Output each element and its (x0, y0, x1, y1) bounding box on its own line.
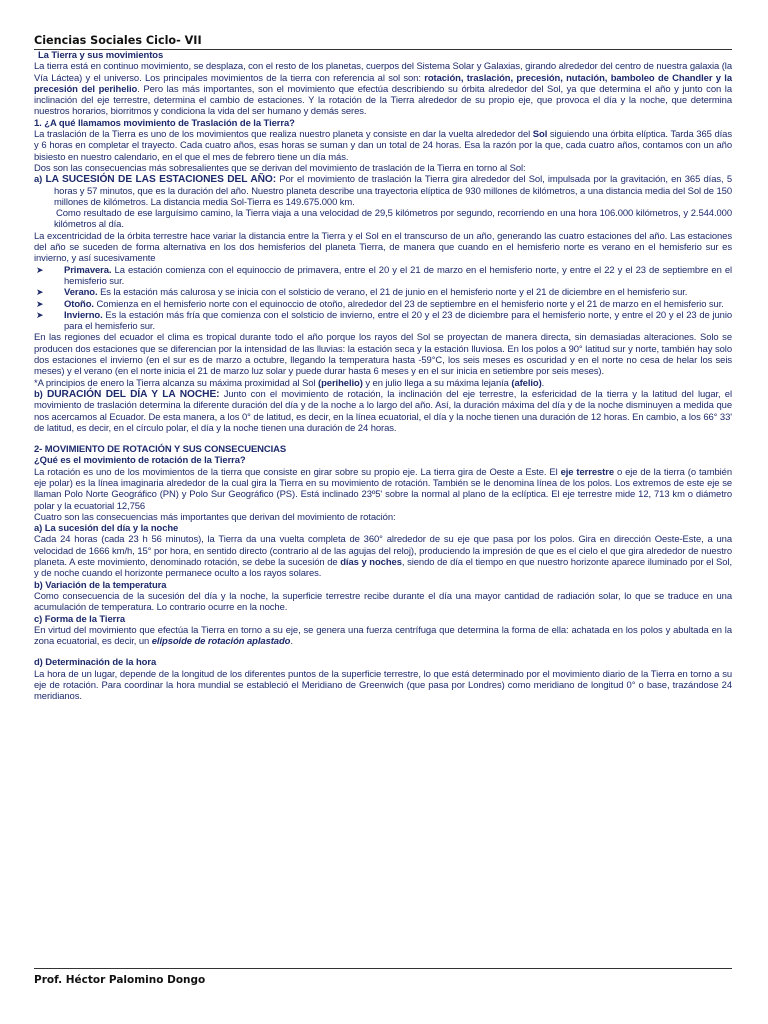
author-name: Prof. Héctor Palomino Dongo (34, 974, 206, 986)
section2-a-paragraph: Cada 24 horas (cada 23 h 56 minutos), la Tierra da una vuelta completa de 360° alrededor de su eje que pasa por los polos. Gira en dirección Oeste-Este, a una velocidad de 1666 km/h, 15° por hora, en sentido directo (contrario al de las agujas del reloj), produciendo la impresión de que es el cielo el que gira alrededor de nuestro planeta. A este movimiento, denominado rotación, se debe la sucesión de días y noches, siendo de día el tiempo en que nuestro horizonte aparece iluminado por el Sol, y de noche cuando el horizonte permanece oculto a los rayos solares. (34, 534, 732, 580)
page-footer (34, 968, 732, 986)
page (34, 32, 732, 703)
spacer (34, 434, 732, 444)
section2-consequences-intro: Cuatro son las consecuencias más importantes que derivan del movimiento de rotación: (34, 511, 396, 523)
perihelion-note: *A principios de enero la Tierra alcanza su máxima proximidad al Sol (perihelio) y en julio llega a su máxima lejanía (afelio). (34, 377, 545, 389)
section1-a-paragraph-2: Como resultado de ese larguísimo camino, la Tierra viaja a una velocidad de 29,5 kilómetros por segundo, recorriendo en una hora 106.000 kilómetros, y 2.544.000 kilómetros al día. (54, 208, 732, 231)
section2-c-paragraph: En virtud del movimiento que efectúa la Tierra en torno a su eje, se genera una fuerza centrífuga que determina la forma de ella: achatada en los polos y abultada en la zona ecuatorial, es decir, un elipsoide de rotación aplastado. (34, 624, 732, 648)
intro-paragraph: La tierra está en continuo movimiento, se desplaza, con el resto de los planetas, cuerpos del Sistema Solar y Galaxias, girando alrededor del centro de nuestra galaxia (la Vía Láctea) y el universo. Los principales movimientos de la tierra con referencia al sol son: rotación, traslación, precesión, nutación, bamboleo de Chandler y la precesión del perihelio. Pero las más importantes, son el movimiento que efectúa describiendo su órbita alrededor del Sol, ya que determina el año y junto con la inclinación del eje terrestre, determina el cambio de estaciones. Y la rotación de la Tierra alrededor de su propio eje, que provoca el día y la noche, que determina nuestros horarios, biorritmos y condiciona la vida del ser humano y demás seres. (34, 61, 732, 118)
section2-d-paragraph: La hora de un lugar, depende de la longitud de los diferentes puntos de la superficie terrestre, lo que está determinado por el movimiento diario de la Tierra en torno a su eje de rotación. Para coordinar la hora mundial se estableció el Meridiano de Greenwich (que pasa por Londres) como meridiano de longitud 0° o base, trazándose 24 meridianos. (34, 668, 732, 703)
section2-subtitle: ¿Qué es el movimiento de rotación de la Tierra? (34, 455, 246, 467)
list-item: ➤ Otoño. Comienza en el hemisferio norte con el equinoccio de otoño, alrededor del 23 de septiembre en el hemisferio norte y el 21 de marzo en el hemisferio sur. (36, 298, 724, 310)
section2-title: 2- MOVIMIENTO DE ROTACIÓN Y SUS CONSECUENCIAS (34, 444, 287, 456)
section2-b-paragraph: Como consecuencia de la sucesión del día y la noche, la superficie terrestre recibe durante el día una mayor cantidad de radiación solar, lo que se traduce en una acumulación de temperatura. Lo contrario ocurre en la noche. (34, 590, 732, 614)
eccentricity-paragraph: La excentricidad de la órbita terrestre hace variar la distancia entre la Tierra y el Sol en el transcurso de un año, generando las cuatro estaciones del año. Las estaciones del año se suceden de forma alternativa en los dos hemisferios del planeta Tierra, de manera que cuando en el hemisferio norte es verano en el hemisferio sur es invierno, y así sucesivamente (34, 230, 732, 265)
arrow-bullet-icon: ➤ (36, 264, 44, 275)
spacer (34, 647, 732, 657)
arrow-bullet-icon: ➤ (36, 309, 44, 320)
section2-b-title: b) Variación de la temperatura (34, 579, 167, 591)
arrow-bullet-icon: ➤ (36, 287, 44, 298)
seasons-list (34, 265, 732, 333)
section2-paragraph: La rotación es uno de los movimientos de la tierra que consiste en girar sobre su propio eje. La tierra gira de Oeste a Este. El eje terrestre o eje de la tierra (o también eje polar) es la línea imaginaria alrededor de la cual gira la Tierra en su movimiento de rotación. También se le denomina línea de los polos. Los extremos de este eje se llaman Polo Norte Geográfico (PN) y Polo Sur Geográfico (PS). Está inclinado 23º5' sobre la normal al plano de la eclíptica. El eje terrestre mide 12, 713 km o diámetro polar y la ecuatorial 12,756 (34, 466, 732, 512)
page-header (34, 32, 732, 50)
list-item: ➤ Verano. Es la estación más calurosa y se inicia con el solsticio de verano, el 21 de junio en el hemisferio norte y el 21 de diciembre en el hemisferio sur. (36, 287, 688, 299)
section1-a-paragraph: a) LA SUCESIÓN DE LAS ESTACIONES DEL AÑO: Por el movimiento de traslación la Tierra gira alrededor del Sol, impulsada por la gravitación, en 365 días, 5 horas y 57 minutos, que es la duración del año. Nuestro planeta describe una trayectoria elíptica de 930 millones de kilómetros, a una distancia media del Sol de 150 millones de kilómetros. La distancia media Sol-Tierra es 149.675.000 km. (34, 174, 732, 208)
section1-consequences-intro: Dos son las consecuencias más sobresalientes que se derivan del movimiento de traslación de la Tierra en torno al Sol: (34, 162, 526, 174)
document-body (34, 50, 732, 703)
section2-c-title: c) Forma de la Tierra (34, 613, 125, 625)
list-item: ➤ Invierno. Es la estación más fría que comienza con el solsticio de invierno, entre el 20 y el 23 de diciembre para el hemisferio norte, y entre el 20 y el 23 de junio para el hemisferio sur. (36, 309, 732, 333)
section1-b-paragraph: b) DURACIÓN DEL DÍA Y LA NOCHE: Junto con el movimiento de rotación, la inclinación del eje terrestre, la esfericidad de la tierra y la latitud del lugar, el movimiento de traslación determina la diferente duración del día y de la noche a lo largo del año. Así, la duración máxima del día y de la noche disminuyen a medida que nos acercamos al Ecuador. De esta manera, a los 0° de latitud, es decir, en la línea ecuatorial, el día y la noche tienen una duración de 12 horas. En cambio, a los 66° 33' de latitud, es decir, en el círculo polar, el día y la noche tienen una duración de 24 horas. (34, 388, 732, 434)
list-item: ➤ Primavera. La estación comienza con el equinoccio de primavera, entre el 20 y el 21 de marzo en el hemisferio norte, y entre el 22 y el 23 de septiembre en el hemisferio sur. (36, 264, 732, 287)
arrow-bullet-icon: ➤ (36, 298, 44, 309)
section1-paragraph: La traslación de la Tierra es uno de los movimientos que realiza nuestro planeta y consiste en dar la vuelta alrededor del Sol siguiendo una órbita elíptica. Tarda 365 días y 6 horas en completar el trayecto. Cada cuatro años, esas horas se suman y dan un total de 24 horas. Esa la razón por la que, cada cuatro años, contamos con un año bisiesto en nuestro calendario, en el que el mes de febrero tiene un día más. (34, 129, 732, 163)
intro-title: La Tierra y sus movimientos (38, 50, 164, 61)
section2-d-title: d) Determinación de la hora (34, 657, 157, 669)
equator-poles-paragraph: En las regiones del ecuador el clima es tropical durante todo el año porque los rayos del Sol se proyectan de manera directa, sin demasiadas alteraciones. Solo se producen dos estaciones que se diferencian por la intensidad de las lluvias: la estación seca y la estación lluviosa. En los polos a 90° latitud sur y norte, también hay solo dos estaciones el invierno (en el sur es de marzo a octubre, llegando la temperatura hasta -59°C, los seis meses es oscuridad y en el norte no cesa de helar los seis meses) y el verano (en el norte inicia el 21 de marzo luz solar y puede durar hasta 6 meses y en el sur inicia en setiembre por seis meses). (34, 332, 732, 378)
section1-title: 1. ¿A qué llamamos movimiento de Traslación de la Tierra? (34, 117, 295, 129)
course-title: Ciencias Sociales Ciclo- VII (34, 34, 202, 47)
section2-a-title: a) La sucesión del día y la noche (34, 523, 179, 535)
